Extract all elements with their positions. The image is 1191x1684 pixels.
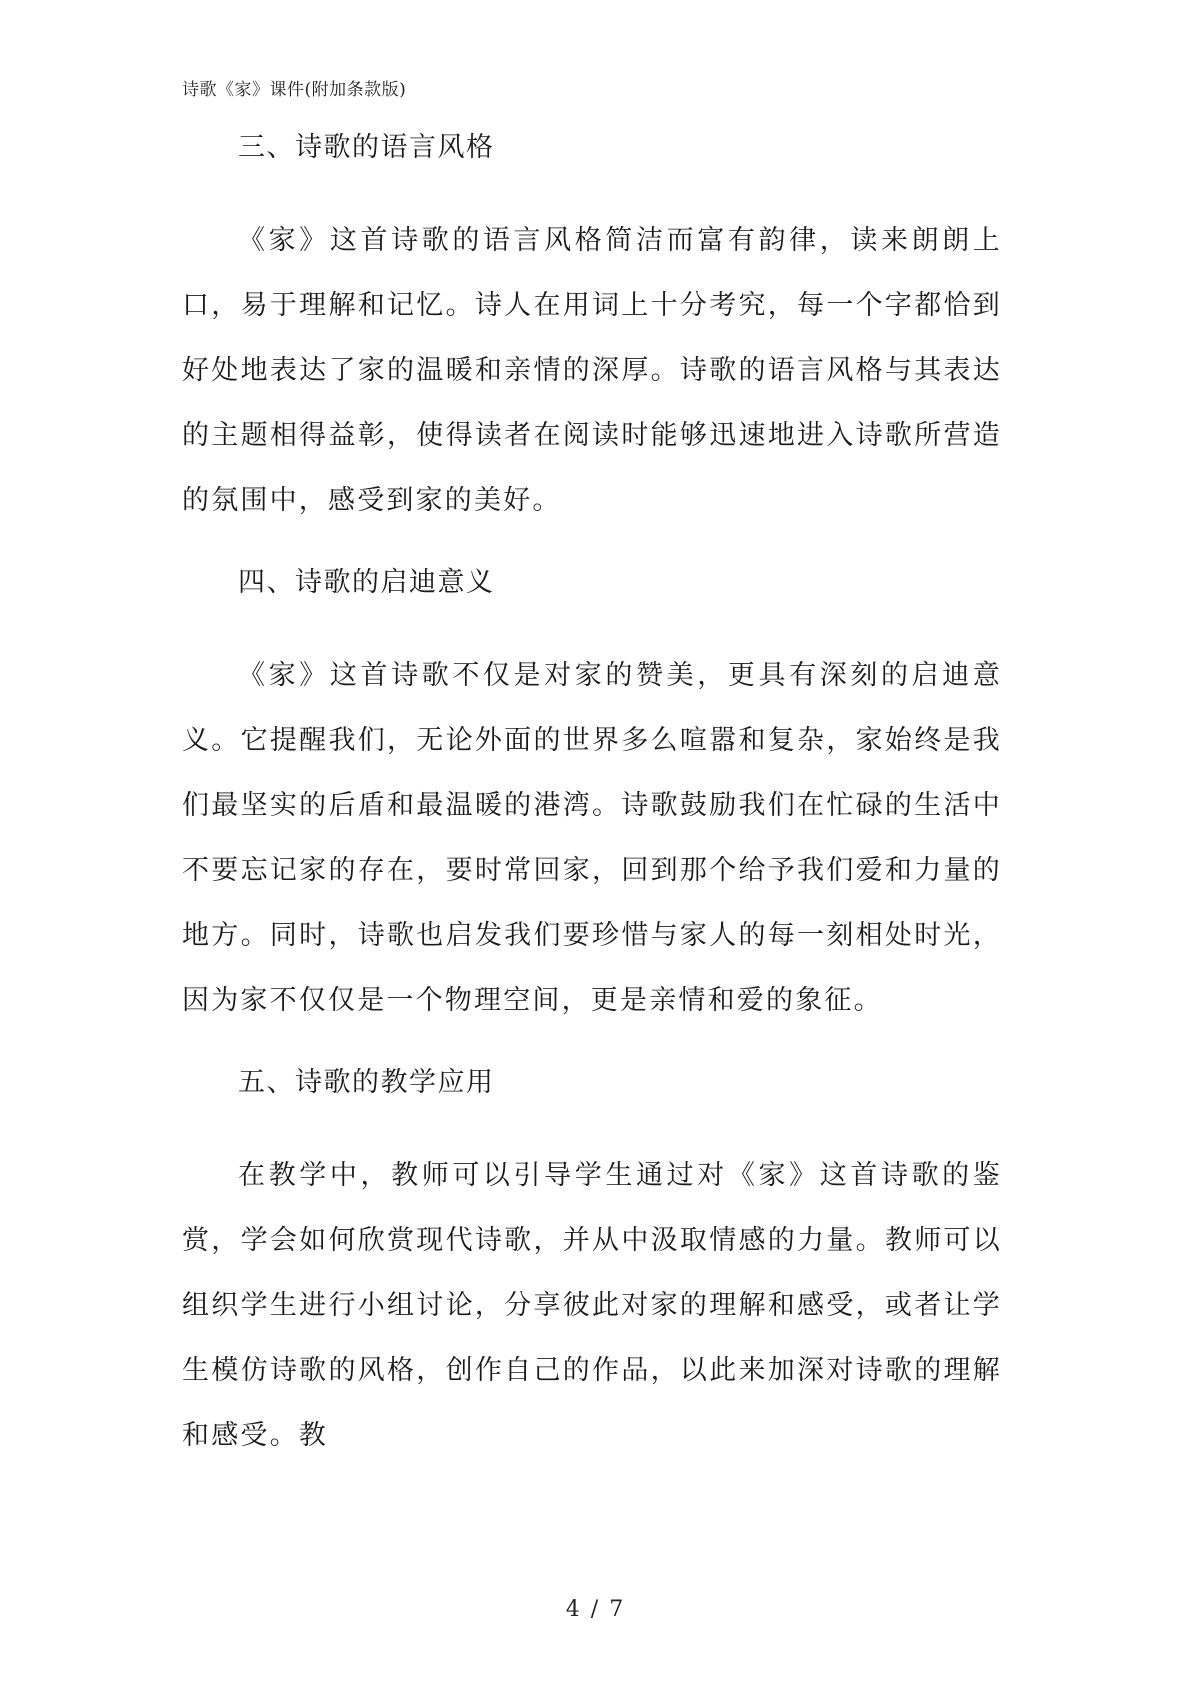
section-heading-4: 四、诗歌的启迪意义 [238,567,495,598]
page-number: 4 / 7 [565,1597,626,1622]
section-paragraph-5: 在教学中，教师可以引导学生通过对《家》这首诗歌的鉴赏，学会如何欣赏现代诗歌，并从中汲取情感的力量。教师可以组织学生进行小组讨论，分享彼此对家的理解和感受，或者让学生模仿诗歌的风格，创作自己的作品，以此来加深对诗歌的理解和感受。教 [182,1160,1002,1451]
section-heading-3: 三、诗歌的语言风格 [238,132,495,163]
page-content [182,128,1002,1468]
section-heading-5: 五、诗歌的教学应用 [238,1067,495,1098]
running-header: 诗歌《家》课件(附加条款版) [182,80,407,100]
section-paragraph-4: 《家》这首诗歌不仅是对家的赞美，更具有深刻的启迪意义。它提醒我们，无论外面的世界多么喧嚣和复杂，家始终是我们最坚实的后盾和最温暖的港湾。诗歌鼓励我们在忙碌的生活中不要忘记家的存在，要时常回家，回到那个给予我们爱和力量的地方。同时，诗歌也启发我们要珍惜与家人的每一刻相处时光，因为家不仅仅是一个物理空间，更是亲情和爱的象征。 [182,660,1002,1016]
section-paragraph-3: 《家》这首诗歌的语言风格简洁而富有韵律，读来朗朗上口，易于理解和记忆。诗人在用词上十分考究，每一个字都恰到好处地表达了家的温暖和亲情的深厚。诗歌的语言风格与其表达的主题相得益彰，使得读者在阅读时能够迅速地进入诗歌所营造的氛围中，感受到家的美好。 [182,225,1002,516]
